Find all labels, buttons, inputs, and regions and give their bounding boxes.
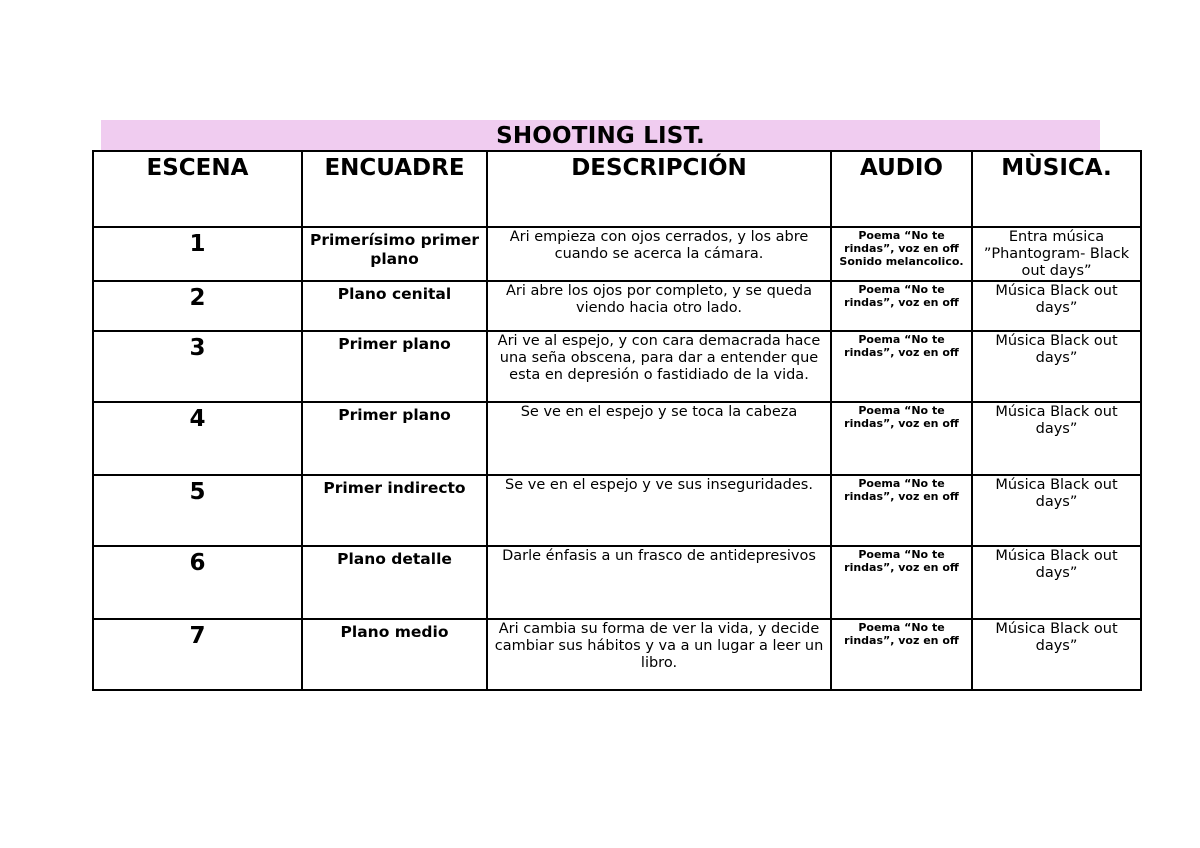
escena-cell: 7 — [93, 619, 302, 690]
musica-cell: Música Black out days” — [972, 619, 1141, 690]
table-row — [93, 227, 1141, 281]
descripcion-cell: Ari ve al espejo, y con cara demacrada hace una seña obscena, para dar a entender que esta en depresión o fastidiado de la vida. — [487, 331, 831, 402]
musica-cell: Música Black out days” — [972, 475, 1141, 546]
descripcion-cell: Ari abre los ojos por completo, y se queda viendo hacia otro lado. — [487, 281, 831, 331]
audio-cell: Poema “No te rindas”, voz en off — [831, 475, 972, 546]
table-row — [93, 619, 1141, 690]
musica-cell: Música Black out days” — [972, 281, 1141, 331]
escena-cell: 1 — [93, 227, 302, 281]
table-row — [93, 331, 1141, 402]
musica-cell: Entra música ”Phantogram- Black out days” — [972, 227, 1141, 281]
table-row — [93, 281, 1141, 331]
encuadre-cell: Primerísimo primer plano — [302, 227, 487, 281]
encuadre-cell: Plano medio — [302, 619, 487, 690]
descripcion-cell: Se ve en el espejo y ve sus inseguridades. — [487, 475, 831, 546]
escena-cell: 6 — [93, 546, 302, 619]
audio-cell: Poema “No te rindas”, voz en off — [831, 546, 972, 619]
table-row — [93, 402, 1141, 475]
encuadre-cell: Primer plano — [302, 402, 487, 475]
escena-cell: 5 — [93, 475, 302, 546]
table-row — [93, 546, 1141, 619]
audio-cell: Poema “No te rindas”, voz en off — [831, 619, 972, 690]
audio-cell: Poema “No te rindas”, voz en off Sonido melancolico. — [831, 227, 972, 281]
escena-cell: 3 — [93, 331, 302, 402]
header-descripcion: DESCRIPCIÓN — [487, 151, 831, 227]
musica-cell: Música Black out days” — [972, 546, 1141, 619]
descripcion-cell: Ari cambia su forma de ver la vida, y decide cambiar sus hábitos y va a un lugar a leer un libro. — [487, 619, 831, 690]
audio-cell: Poema “No te rindas”, voz en off — [831, 402, 972, 475]
musica-cell: Música Black out days” — [972, 331, 1141, 402]
header-musica: MÙSICA. — [972, 151, 1141, 227]
header-encuadre: ENCUADRE — [302, 151, 487, 227]
descripcion-cell: Se ve en el espejo y se toca la cabeza — [487, 402, 831, 475]
encuadre-cell: Plano detalle — [302, 546, 487, 619]
encuadre-cell: Primer indirecto — [302, 475, 487, 546]
audio-cell: Poema “No te rindas”, voz en off — [831, 331, 972, 402]
descripcion-cell: Darle énfasis a un frasco de antidepresivos — [487, 546, 831, 619]
escena-cell: 2 — [93, 281, 302, 331]
audio-cell: Poema “No te rindas”, voz en off — [831, 281, 972, 331]
page-title: SHOOTING LIST. — [101, 120, 1100, 150]
encuadre-cell: Plano cenital — [302, 281, 487, 331]
musica-cell: Música Black out days” — [972, 402, 1141, 475]
descripcion-cell: Ari empieza con ojos cerrados, y los abre cuando se acerca la cámara. — [487, 227, 831, 281]
table-row — [93, 475, 1141, 546]
header-row — [93, 151, 1141, 227]
escena-cell: 4 — [93, 402, 302, 475]
header-audio: AUDIO — [831, 151, 972, 227]
shooting-list-table — [92, 150, 1142, 691]
encuadre-cell: Primer plano — [302, 331, 487, 402]
header-escena: ESCENA — [93, 151, 302, 227]
